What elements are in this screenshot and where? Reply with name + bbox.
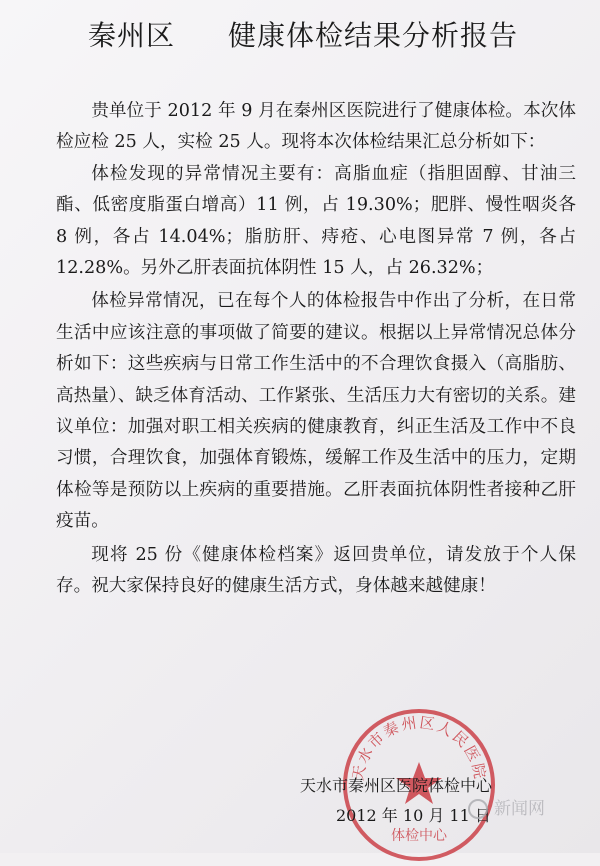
report-title: 健康体检结果分析报告 xyxy=(228,19,519,52)
report-body xyxy=(56,96,576,603)
issuing-organization: 天水市秦州区医院体检中心 xyxy=(300,776,493,795)
paragraph-analysis: 体检异常情况，已在每个人的体检报告中作出了分析，在日常生活中应该注意的事项做了简要的建议。根据以上异常情况总体分析如下：这些疾病与日常工作生活中的不合理饮食摄入（高脂肪、高热量）、缺乏体育活动、工作紧张、生活压力大有密切的关系。建议单位：加强对职工相关疾病的健康教育，纠正生活及工作中不良习惯，合理饮食，加强体育锻炼，缓解工作及生活中的压力，定期体检等是预防以上疾病的重要措施。乙肝表面抗体阴性者接种乙肝疫苗。 xyxy=(56,291,576,532)
seal-text: 天水市秦州区人民医院 xyxy=(348,713,490,782)
watermark xyxy=(468,794,545,819)
signature-block xyxy=(300,771,492,831)
watermark-logo-icon xyxy=(468,799,488,819)
seal-bottom-text: 体检中心 xyxy=(391,828,447,844)
watermark-text: 新闻网 xyxy=(494,799,545,819)
issue-date: 2012 年 10 月 11 日 xyxy=(336,806,491,825)
paragraph-findings: 体检发现的异常情况主要有：高脂血症（指胆固醇、甘油三酯、低密度脂蛋白增高）11 例，占 19.30%；肥胖、慢性咽炎各 8 例，各占 14.04%；脂肪肝、痔疮、心电图异常 7 例，各占 12.28%。另外乙肝表面抗体阴性 15 人，占 26.32%； xyxy=(56,163,576,279)
district-name: 秦州区 xyxy=(88,19,176,52)
paragraph-closing: 现将 25 份《健康体检档案》返回贵单位，请发放于个人保存。祝大家保持良好的健康生活方式，身体越来越健康！ xyxy=(56,544,576,597)
paragraph-intro: 贵单位于 2012 年 9 月在秦州区医院进行了健康体检。本次体检应检 25 人，实检 25 人。现将本次体检结果汇总分析如下： xyxy=(56,101,576,153)
